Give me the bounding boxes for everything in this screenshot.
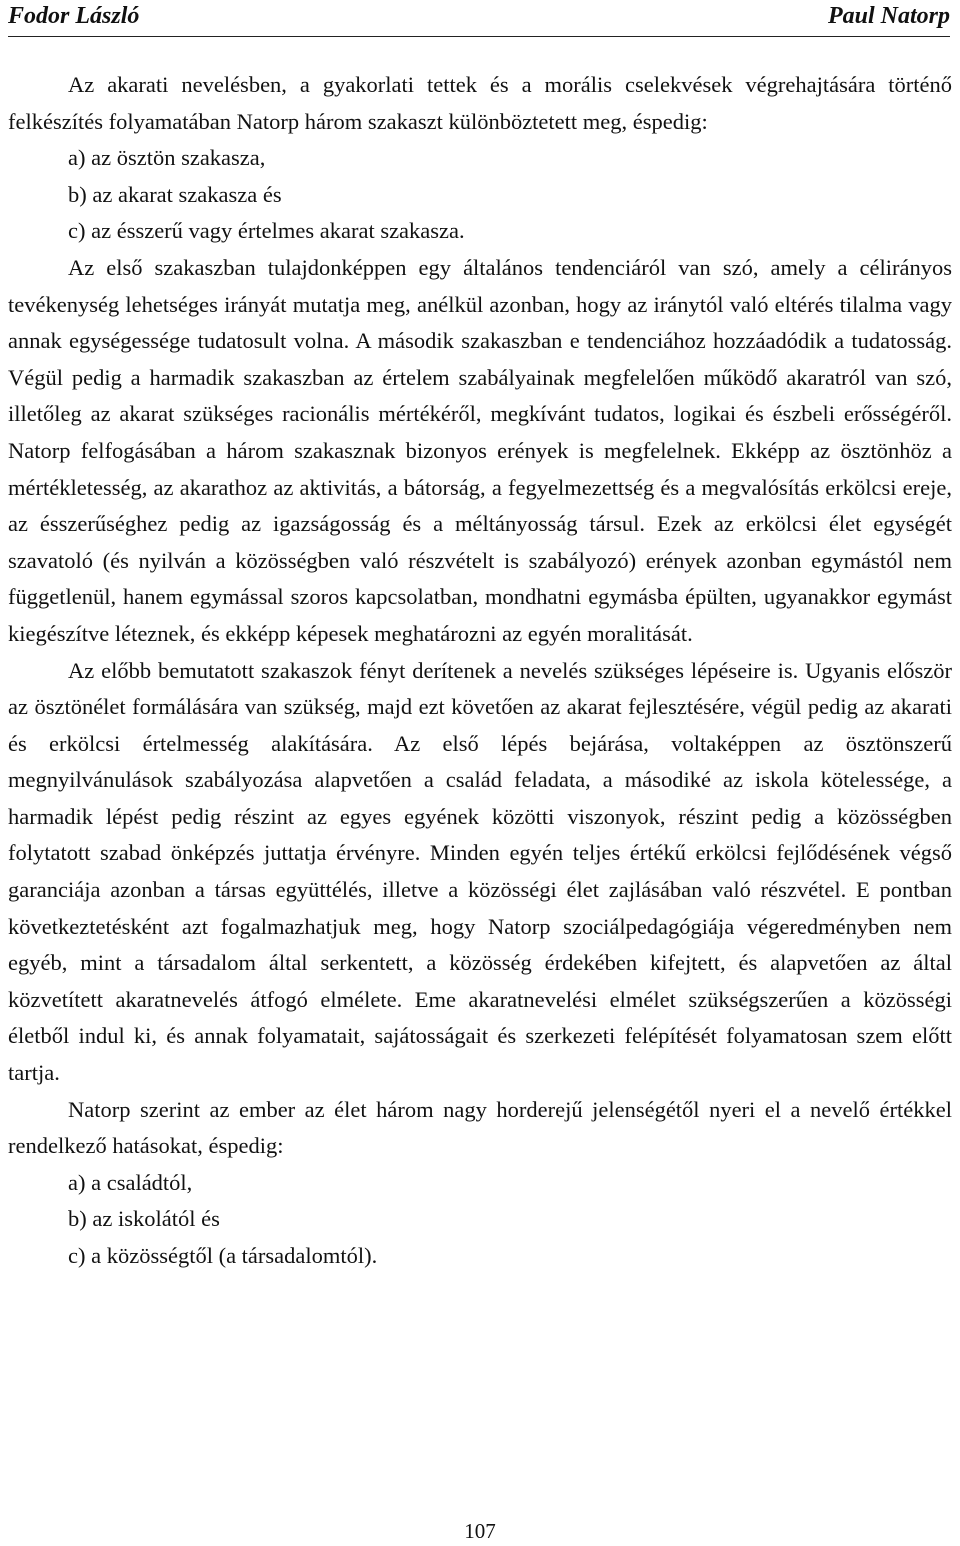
paragraph-education-steps: Az előbb bemutatott szakaszok fényt derítenek a nevelés szükséges lépéseire is. Ugyanis először az ösztönélet formálására van szükség, majd ezt követően az akarat fejlesztésére, végül pedig az akarati és erkölcsi értelmesség alakítására. Az első lépés bejárása, voltaképpen az ösztönszerű megnyilvánulások szabályozása alapvetően a család feladata, a másodiké az iskola kötelessége, a harmadik lépést pedig részint az egyes egyének közötti viszonyok, részint pedig a közösségben folytatott szabad önképzés juttatja érvényre. Minden egyén teljes értékű erkölcsi fejlődésének végső garanciája azonban a társas együttélés, illetve a közösségi élet zajlásában való részvétel. E pontban következtetésként azt fogalmazhatjuk meg, hogy Natorp szociálpedagógiája végeredményben nem egyéb, mint a társadalom által serkentett, a közösség érdekében kifejtett, és alapvetően az által közvetített akaratnevelés átfogó elmélete. Eme akaratnevelési elmélet szükségszerűen a közösségi életből indul ki, és annak folyamatait, sajátosságait és szerkezeti felépítését folyamatosan szem előtt tartja. [8,657,952,1086]
page-body [8,67,952,1275]
list-item-school: b) az iskolától és [68,1206,220,1232]
paragraph-influences: Natorp szerint az ember az élet három nagy horderejű jelenségétől nyeri el a nevelő értékkel rendelkező hatásokat, éspedig: [8,1096,952,1159]
list-item-stage-b: b) az akarat szakasza és [68,181,282,207]
list-item-stage-a: a) az ösztön szakasza, [68,145,266,171]
paragraph-intro: Az akarati nevelésben, a gyakorlati tettek és a morális cselekvések végrehajtására történő felkészítés folyamatában Natorp három szakaszt különböztetett meg, éspedig: [8,72,952,134]
header-author: Fodor László [8,3,140,29]
list-item-community: c) a közösségtől (a társadalomtól). [68,1243,378,1268]
page-number: 107 [464,1519,496,1543]
paragraph-stages: Az első szakaszban tulajdonképpen egy általános tendenciáról van szó, amely a célirányos tevékenység lehetséges irányát mutatja meg, anélkül azonban, hogy az iránytól való eltérés tilalma vagy annak egységessége tudatosult volna. A második szakaszban e tendenciához hozzáadódik a tudatosság. Végül pedig a harmadik szakaszban az értelem szabályainak megfelelően működő akaratról van szó, illetőleg az akarat szükséges racionális mértékéről, megkívánt tudatos, logikai és észbeli erősségéről. Natorp felfogásában a három szakasznak bizonyos erények is megfelelnek. Ekképp az ösztönhöz a mértékletesség, az akarathoz az aktivitás, a bátorság, a fegyelmezettség és a megvalósítás erkölcsi ereje, az ésszerűséghez pedig az igazságosság és a méltányosság társul. Ezek az erkölcsi élet egységét szavatoló (és nyilván a közösségben való részvételt is szabályozó) erények azonban egymástól nem függetlenül, hanem egymással szoros kapcsolatban, mondhatni egymásba épülten, ugyanakkor egymást kiegészítve léteznek, és ekképp képesek meghatározni az egyén moralitását. [8,254,952,646]
list-item-family: a) a családtól, [68,1169,193,1195]
list-item-stage-c: c) az ésszerű vagy értelmes akarat szakasza. [68,218,465,244]
running-header [8,0,950,37]
header-title: Paul Natorp [827,3,950,29]
